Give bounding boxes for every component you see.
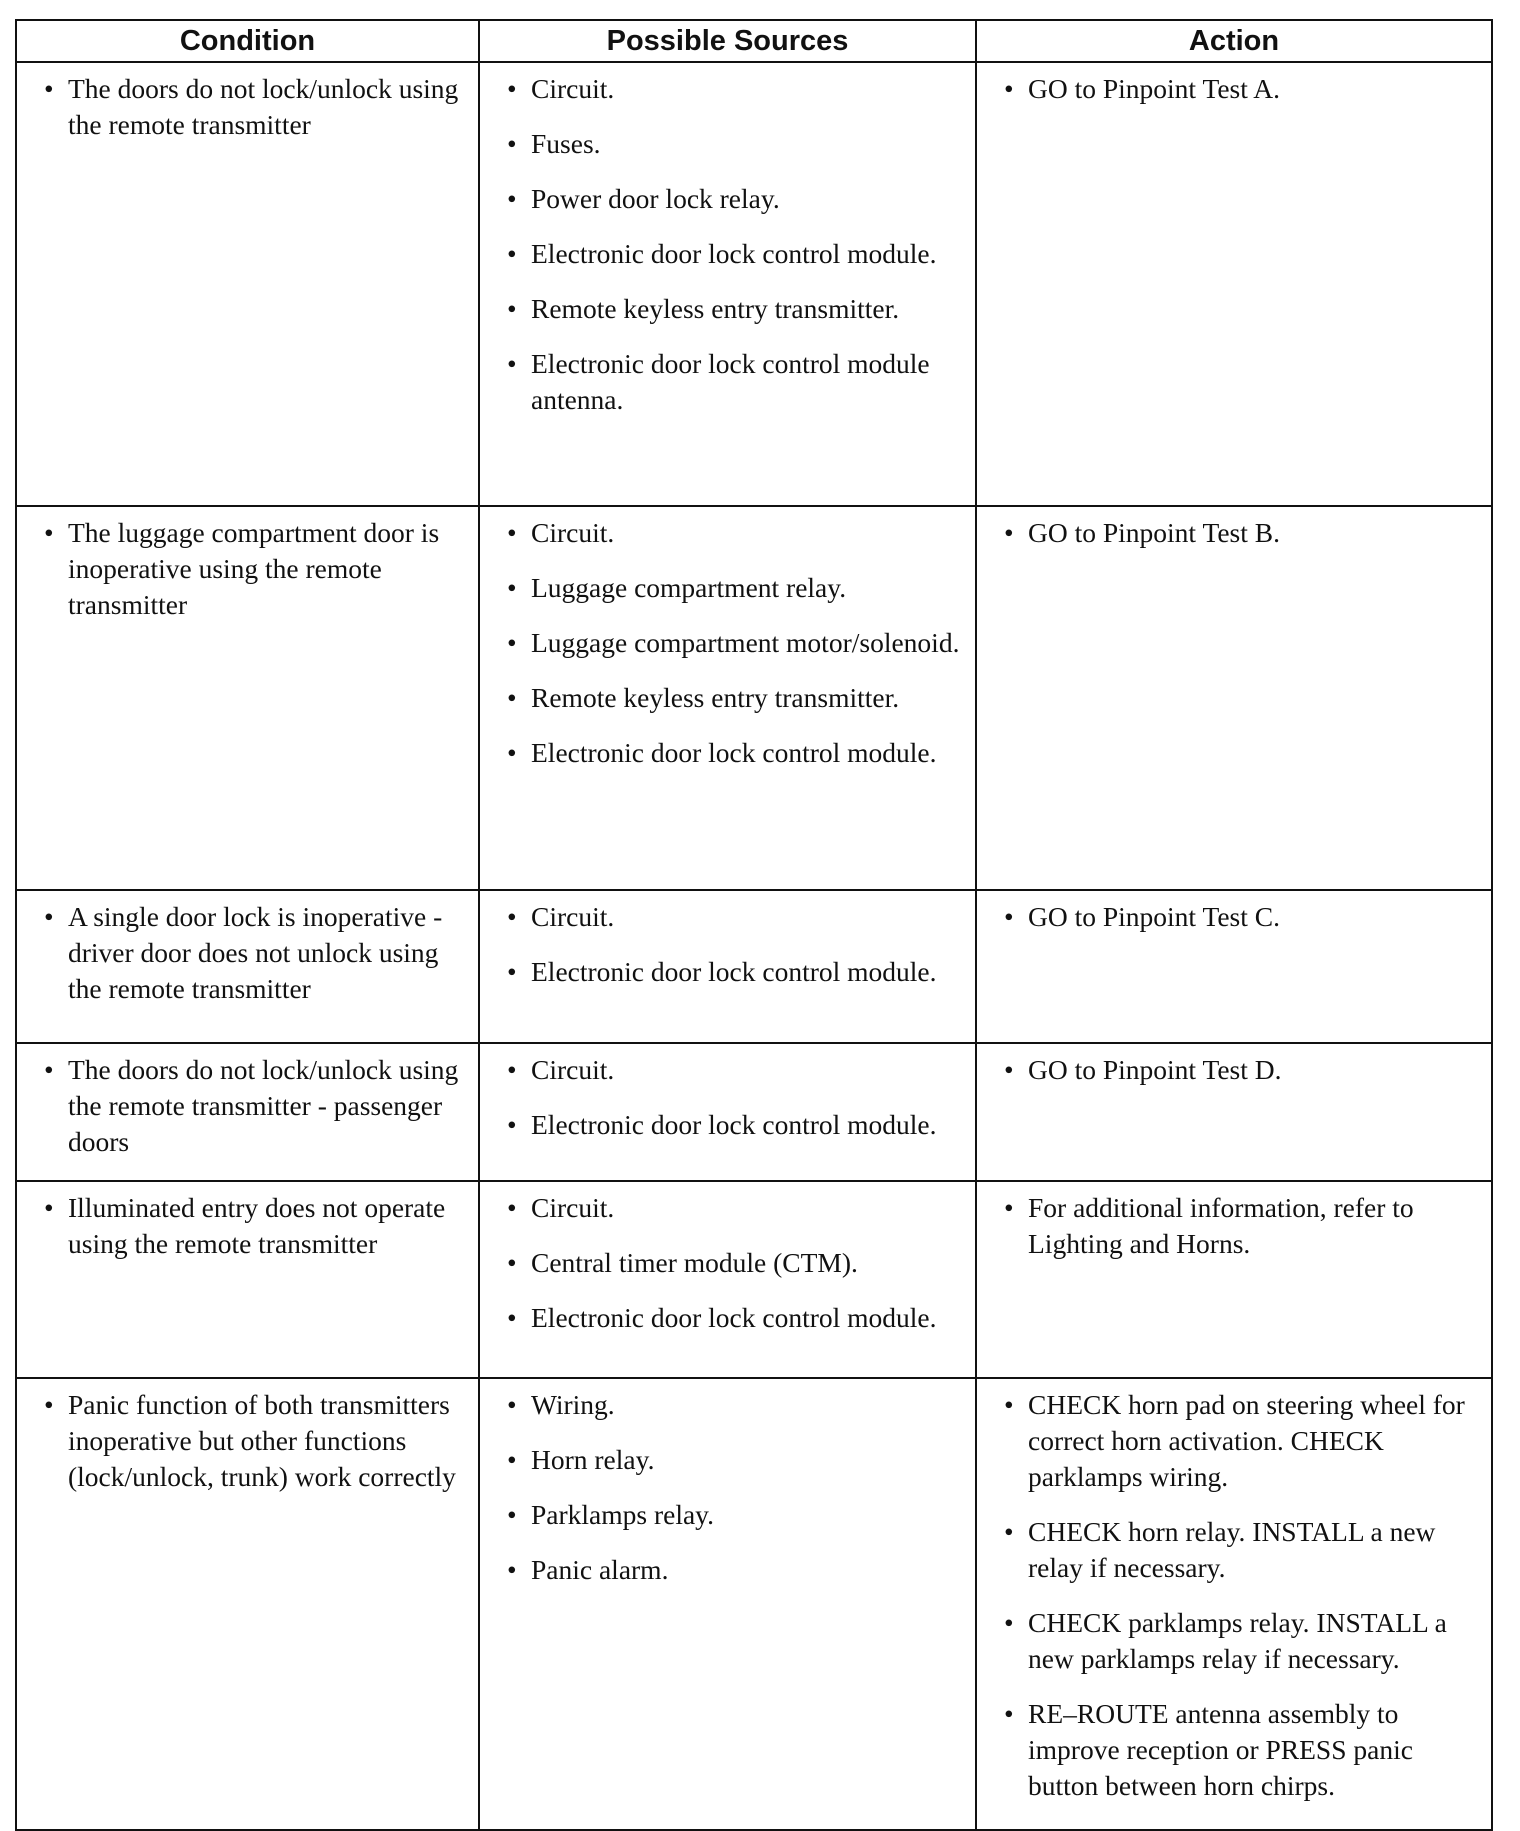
possible-sources-cell <box>479 1043 976 1181</box>
header-possible-sources: Possible Sources <box>479 20 976 62</box>
possible-sources-cell <box>479 1378 976 1830</box>
source-item: • Circuit. <box>494 1190 965 1226</box>
source-item: • Electronic door lock control module. <box>494 1107 965 1143</box>
source-item: • Electronic door lock control module. <box>494 1300 965 1336</box>
action-cell <box>976 1043 1492 1181</box>
header-row <box>16 20 1492 62</box>
condition-list <box>31 1190 468 1262</box>
action-list <box>991 1190 1481 1262</box>
action-list <box>991 71 1481 107</box>
header-condition: Condition <box>16 20 479 62</box>
condition-item: • The doors do not lock/unlock using the remote transmitter <box>31 71 468 143</box>
condition-cell <box>16 1043 479 1181</box>
header-action: Action <box>976 20 1492 62</box>
possible-sources-list <box>494 515 965 771</box>
possible-sources-list <box>494 1052 965 1143</box>
source-item: • Circuit. <box>494 899 965 935</box>
table-body <box>16 62 1492 1830</box>
possible-sources-cell <box>479 62 976 506</box>
source-item: • Electronic door lock control module antenna. <box>494 346 965 418</box>
source-item: • Parklamps relay. <box>494 1497 965 1533</box>
action-item: • RE–ROUTE antenna assembly to improve reception or PRESS panic button between horn chirps. <box>991 1696 1481 1804</box>
source-item: • Wiring. <box>494 1387 965 1423</box>
condition-cell <box>16 1378 479 1830</box>
condition-cell <box>16 62 479 506</box>
action-item: • CHECK horn relay. INSTALL a new relay if necessary. <box>991 1514 1481 1586</box>
possible-sources-cell <box>479 506 976 890</box>
source-item: • Circuit. <box>494 1052 965 1088</box>
action-list <box>991 899 1481 935</box>
possible-sources-list <box>494 71 965 418</box>
action-item: • CHECK horn pad on steering wheel for correct horn activation. CHECK parklamps wiring. <box>991 1387 1481 1495</box>
source-item: • Circuit. <box>494 71 965 107</box>
condition-cell <box>16 1181 479 1378</box>
source-item: • Remote keyless entry transmitter. <box>494 680 965 716</box>
table-row <box>16 506 1492 890</box>
action-list <box>991 1387 1481 1804</box>
possible-sources-cell <box>479 890 976 1043</box>
possible-sources-cell <box>479 1181 976 1378</box>
table-row <box>16 890 1492 1043</box>
action-list <box>991 515 1481 551</box>
source-item: • Electronic door lock control module. <box>494 735 965 771</box>
condition-item: • The luggage compartment door is inoperative using the remote transmitter <box>31 515 468 623</box>
action-item: • GO to Pinpoint Test A. <box>991 71 1481 107</box>
condition-list <box>31 71 468 143</box>
action-item: • GO to Pinpoint Test B. <box>991 515 1481 551</box>
condition-list <box>31 515 468 623</box>
table-row <box>16 62 1492 506</box>
table-row <box>16 1378 1492 1830</box>
possible-sources-list <box>494 1387 965 1588</box>
source-item: • Electronic door lock control module. <box>494 954 965 990</box>
action-item: • CHECK parklamps relay. INSTALL a new parklamps relay if necessary. <box>991 1605 1481 1677</box>
source-item: • Electronic door lock control module. <box>494 236 965 272</box>
condition-list <box>31 1052 468 1160</box>
condition-item: • Illuminated entry does not operate using the remote transmitter <box>31 1190 468 1262</box>
condition-list <box>31 899 468 1007</box>
source-item: • Panic alarm. <box>494 1552 965 1588</box>
condition-item: • A single door lock is inoperative - driver door does not unlock using the remote transmitter <box>31 899 468 1007</box>
source-item: • Remote keyless entry transmitter. <box>494 291 965 327</box>
condition-cell <box>16 506 479 890</box>
table-row <box>16 1043 1492 1181</box>
action-list <box>991 1052 1481 1088</box>
action-item: • GO to Pinpoint Test C. <box>991 899 1481 935</box>
action-item: • For additional information, refer to Lighting and Horns. <box>991 1190 1481 1262</box>
condition-list <box>31 1387 468 1495</box>
diagnosis-table <box>15 19 1493 1831</box>
source-item: • Luggage compartment motor/solenoid. <box>494 625 965 661</box>
source-item: • Horn relay. <box>494 1442 965 1478</box>
condition-cell <box>16 890 479 1043</box>
possible-sources-list <box>494 899 965 990</box>
source-item: • Power door lock relay. <box>494 181 965 217</box>
condition-item: • Panic function of both transmitters inoperative but other functions (lock/unlock, trunk) work correctly <box>31 1387 468 1495</box>
possible-sources-list <box>494 1190 965 1336</box>
action-item: • GO to Pinpoint Test D. <box>991 1052 1481 1088</box>
action-cell <box>976 1181 1492 1378</box>
action-cell <box>976 1378 1492 1830</box>
source-item: • Circuit. <box>494 515 965 551</box>
source-item: • Central timer module (CTM). <box>494 1245 965 1281</box>
action-cell <box>976 890 1492 1043</box>
action-cell <box>976 506 1492 890</box>
diagnosis-table-container <box>15 19 1491 1801</box>
condition-item: • The doors do not lock/unlock using the remote transmitter - passenger doors <box>31 1052 468 1160</box>
source-item: • Fuses. <box>494 126 965 162</box>
source-item: • Luggage compartment relay. <box>494 570 965 606</box>
table-row <box>16 1181 1492 1378</box>
action-cell <box>976 62 1492 506</box>
